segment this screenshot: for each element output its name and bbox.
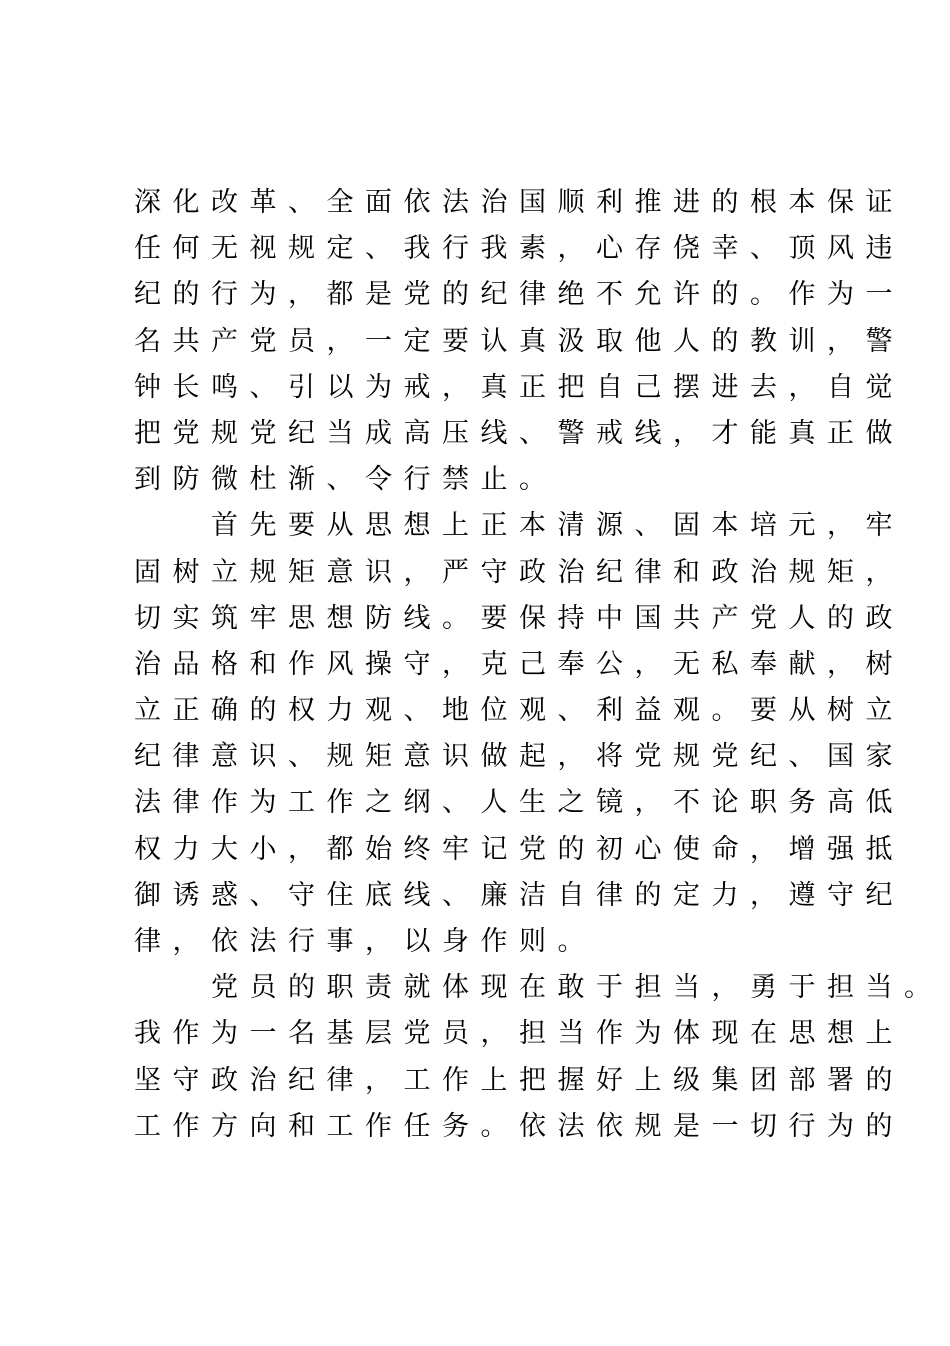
- text-line: 深化改革、全面依法治国顺利推进的根本保证: [134, 187, 904, 218]
- text-line: 切实筑牢思想防线。要保持中国共产党人的政: [134, 602, 904, 634]
- text-line: 坚守政治纪律，工作上把握好上级集团部署的: [134, 1064, 904, 1096]
- text-line: 名共产党员，一定要认真汲取他人的教训，警: [134, 325, 904, 357]
- text-line: 治品格和作风操守，克己奉公，无私奉献，树: [134, 648, 904, 680]
- text-line: 立正确的权力观、地位观、利益观。要从树立: [134, 695, 904, 727]
- text-line: 法律作为工作之纲、人生之镜，不论职务高低: [134, 787, 904, 819]
- text-line: 到防微杜渐、令行禁止。: [134, 464, 558, 496]
- paragraph-first-line: 党员的职责就体现在敢于担当，勇于担当。: [211, 972, 943, 1004]
- text-line: 权力大小，都始终牢记党的初心使命，增强抵: [134, 833, 904, 865]
- text-line: 御诱惑、守住底线、廉洁自律的定力，遵守纪: [134, 879, 904, 911]
- text-line: 纪的行为，都是党的纪律绝不允许的。作为一: [134, 279, 904, 311]
- text-line: 任何无视规定、我行我素，心存侥幸、顶风违: [134, 233, 904, 265]
- paragraph-first-line: 首先要从思想上正本清源、固本培元，牢: [211, 510, 904, 542]
- text-line: 工作方向和工作任务。依法依规是一切行为的: [134, 1110, 904, 1142]
- text-line: 钟长鸣、引以为戒，真正把自己摆进去，自觉: [134, 371, 904, 403]
- body-text: [134, 180, 943, 1150]
- text-line: 把党规党纪当成高压线、警戒线，才能真正做: [134, 417, 904, 449]
- text-line: 固树立规矩意识，严守政治纪律和政治规矩，: [134, 556, 904, 588]
- text-line: 纪律意识、规矩意识做起，将党规党纪、国家: [134, 741, 904, 773]
- text-line: 我作为一名基层党员，担当作为体现在思想上: [134, 1018, 904, 1050]
- text-line: 律，依法行事，以身作则。: [134, 926, 596, 957]
